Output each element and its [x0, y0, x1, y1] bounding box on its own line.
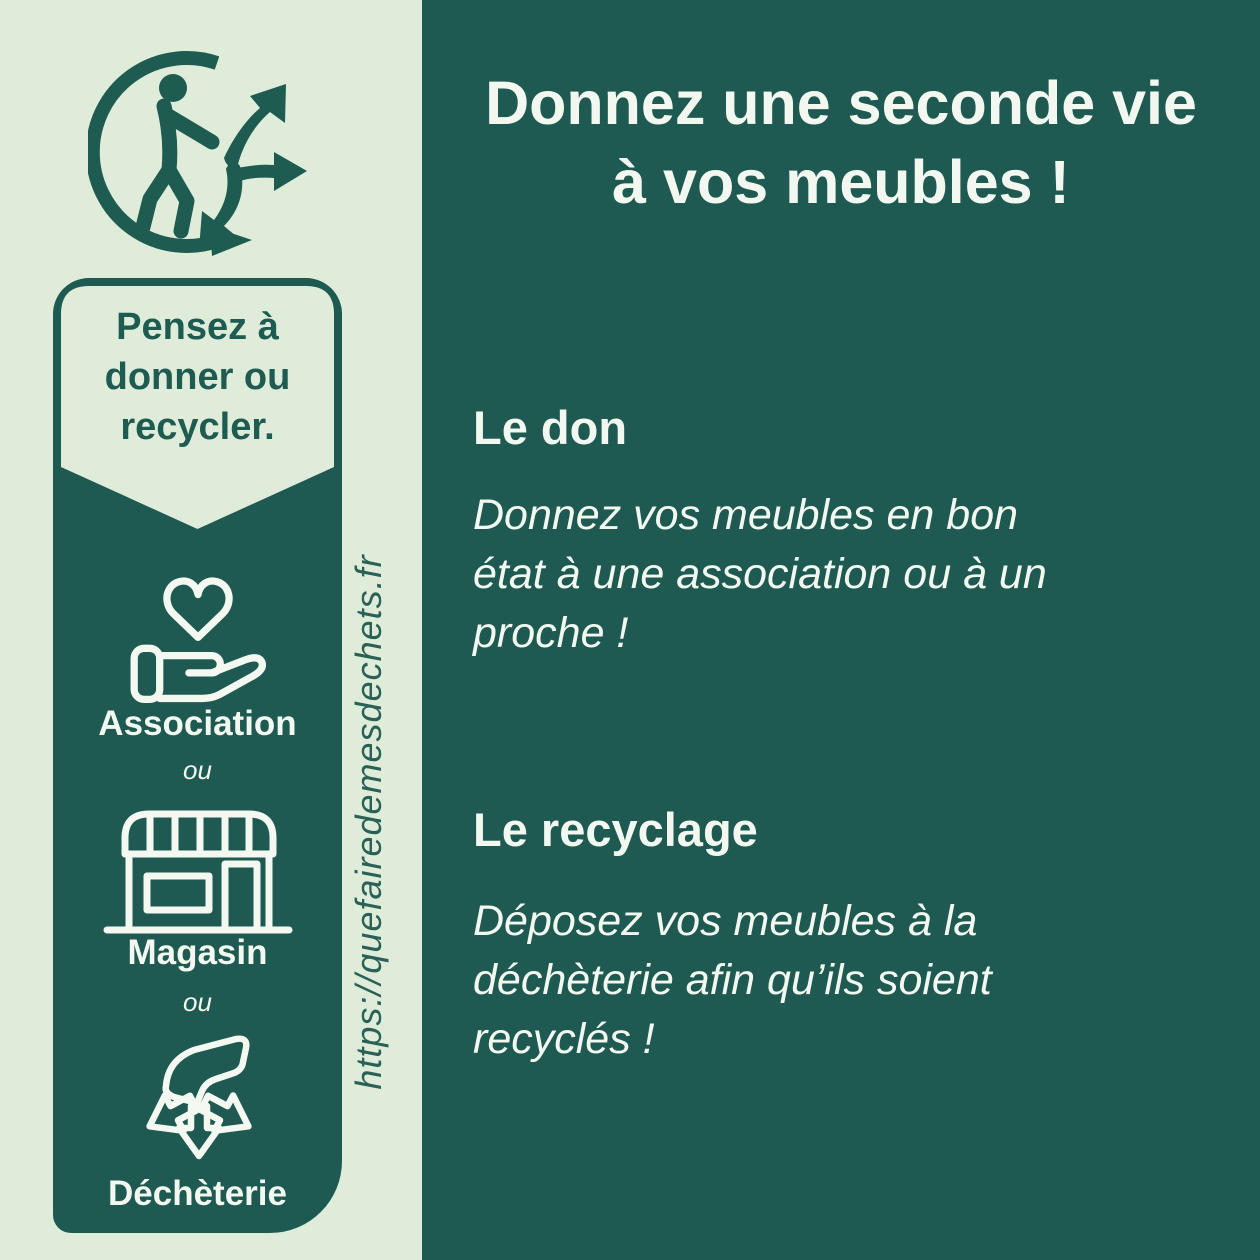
right-panel: [422, 0, 1260, 1260]
triman-recycling-logo-icon: [88, 42, 318, 257]
body-line: Donnez vos meubles en bon: [473, 491, 1019, 539]
body-line: recyclés !: [473, 1015, 655, 1063]
left-panel: [0, 0, 422, 1260]
pennant-line: donner ou: [104, 356, 291, 398]
page-title-line: Donnez une seconde vie: [485, 69, 1197, 137]
or-separator: ou: [183, 755, 212, 785]
storefront-icon: [103, 802, 293, 937]
ribbon: [53, 278, 342, 1233]
website-url-wrap: [340, 492, 398, 1152]
page-title: [422, 64, 1260, 222]
pennant-headline: [53, 302, 342, 452]
heart-in-hand-icon: [125, 548, 271, 703]
body-line: Déposez vos meubles à la: [473, 897, 978, 945]
section-don-body: [473, 486, 1047, 663]
website-url: https://quefairedemesdechets.fr: [348, 554, 389, 1090]
pennant-line: Pensez à: [116, 306, 279, 348]
waste-sorting-icon: [118, 1022, 278, 1182]
body-line: état à une association ou à un: [473, 550, 1047, 598]
section-don-heading: Le don: [473, 401, 628, 454]
section-recyclage-heading: Le recyclage: [473, 803, 758, 856]
body-line: déchèterie afin qu’ils soient: [473, 956, 992, 1004]
magasin-label: Magasin: [127, 933, 268, 972]
or-separator: ou: [183, 987, 212, 1017]
section-recyclage-body: [473, 892, 992, 1069]
pennant-line: recycler.: [120, 406, 275, 448]
dechetterie-label: Déchèterie: [108, 1174, 287, 1213]
body-line: proche !: [473, 609, 629, 657]
association-label: Association: [98, 704, 297, 743]
page-title-line: à vos meubles !: [612, 148, 1070, 216]
